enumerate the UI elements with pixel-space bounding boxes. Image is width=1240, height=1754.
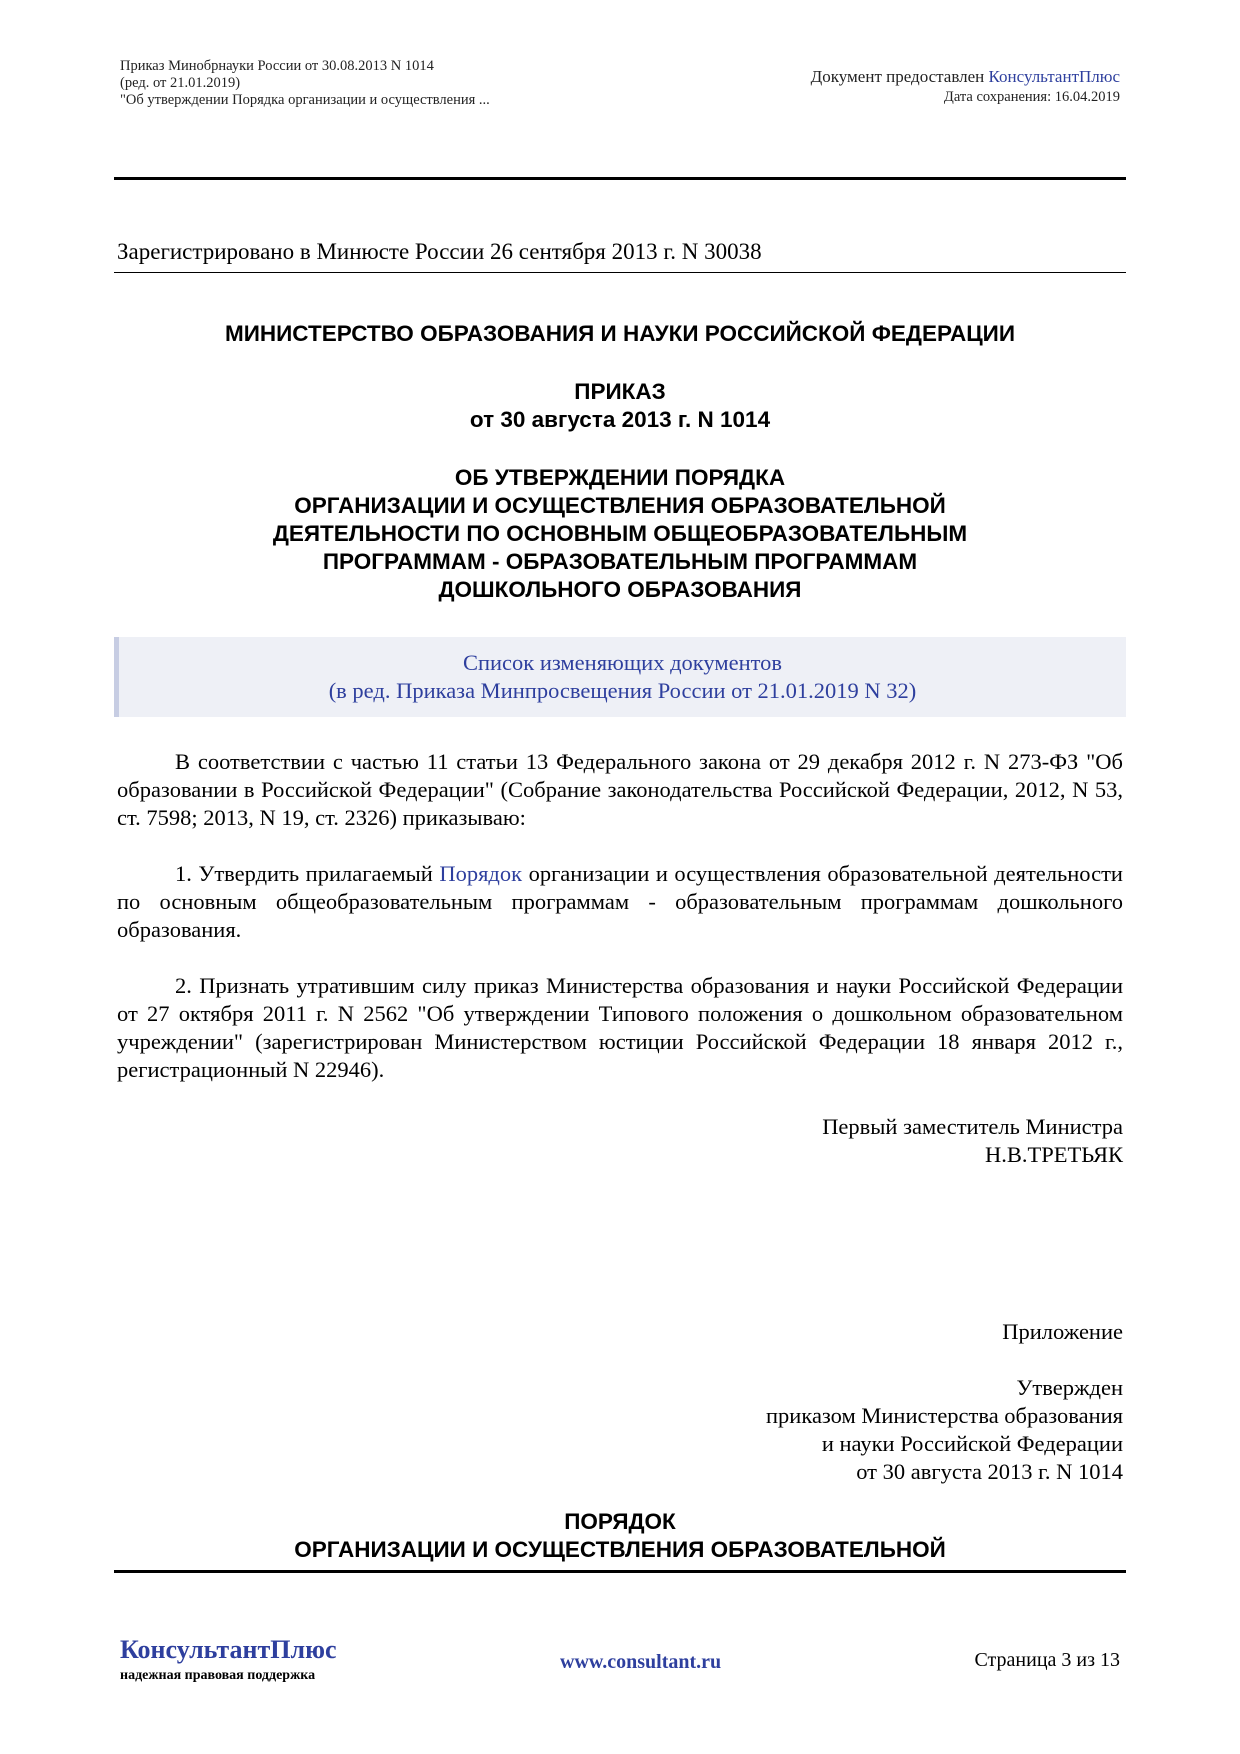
approval-block <box>766 1374 1123 1486</box>
header-divider <box>114 177 1126 180</box>
item-2-paragraph: 2. Признать утратившим силу приказ Министерства образования и науки Российской Федерации от 27 октября 2011 г. N 2562 "Об утверждении Типового положения о дошкольном образовательном учреждении" (зарегистрирован Министерством юстиции Российской Федерации 18 января 2012 г., регистрационный N 22946). <box>117 973 1123 1082</box>
order-subject <box>114 464 1126 604</box>
amendments-text: (в ред. Приказа Минпросвещения России от 21.01.2019 N 32) <box>328 678 917 703</box>
footer-divider <box>114 1570 1126 1573</box>
ministry-heading: МИНИСТЕРСТВО ОБРАЗОВАНИЯ И НАУКИ РОССИЙСКОЙ ФЕДЕРАЦИИ <box>224 321 1016 346</box>
footer-tagline: надежная правовая поддержка <box>120 1668 316 1683</box>
subject-line: ДЕЯТЕЛЬНОСТИ ПО ОСНОВНЫМ ОБЩЕОБРАЗОВАТЕЛЬНЫМ <box>272 521 968 546</box>
subject-line: ПРОГРАММАМ - ОБРАЗОВАТЕЛЬНЫМ ПРОГРАММАМ <box>322 549 918 574</box>
amendments-box <box>114 637 1126 717</box>
provider-brand-link[interactable]: КонсультантПлюс <box>988 67 1120 86</box>
amendments-title: Список изменяющих документов <box>462 650 783 675</box>
item-1-start: 1. Утвердить прилагаемый <box>175 861 440 886</box>
approval-line: приказом Министерства образования <box>766 1403 1123 1428</box>
signatory-name: Н.В.ТРЕТЬЯК <box>985 1142 1123 1167</box>
footer-logo-text: КонсультантПлюс <box>120 1635 337 1664</box>
registration-note: Зарегистрировано в Минюсте России 26 сентября 2013 г. N 30038 <box>117 239 762 264</box>
item-1-paragraph <box>117 860 1123 944</box>
provider-prefix: Документ предоставлен <box>810 67 989 86</box>
procedure-link[interactable]: Порядок <box>439 861 523 886</box>
page-number: Страница 3 из 13 <box>974 1649 1120 1671</box>
footer-website-link[interactable]: www.consultant.ru <box>560 1651 722 1673</box>
subject-line: ОБ УТВЕРЖДЕНИИ ПОРЯДКА <box>454 465 786 490</box>
header-provider <box>811 66 1120 108</box>
procedure-subtitle: ОРГАНИЗАЦИИ И ОСУЩЕСТВЛЕНИЯ ОБРАЗОВАТЕЛЬНОЙ <box>294 1537 946 1562</box>
registration-divider <box>114 272 1126 273</box>
intro-paragraph: В соответствии с частью 11 статьи 13 Федерального закона от 29 декабря 2012 г. N 273-ФЗ "Об образовании в Российской Федерации" (Собрание законодательства Российской Федерации, 2012, N 53, ст. 7598; 2013, N 19, ст. 2326) приказываю: <box>117 749 1123 830</box>
signatory-position: Первый заместитель Министра <box>822 1114 1123 1139</box>
header-subject: "Об утверждении Порядка организации и осуществления ... <box>120 92 490 108</box>
signature-block <box>822 1113 1123 1169</box>
item-1-end: организации и осуществления образовательной деятельности по основным общеобразовательным программам - образовательным программам дошкольного образования. <box>117 861 1123 942</box>
header-title: Приказ Минобрнауки России от 30.08.2013 N 1014 <box>120 58 434 74</box>
order-title: ПРИКАЗ <box>574 379 666 404</box>
subject-line: ОРГАНИЗАЦИИ И ОСУЩЕСТВЛЕНИЯ ОБРАЗОВАТЕЛЬНОЙ <box>294 493 946 518</box>
appendix-label: Приложение <box>1002 1319 1123 1344</box>
header-document-info <box>120 58 490 109</box>
order-date: от 30 августа 2013 г. N 1014 <box>469 407 771 432</box>
procedure-title: ПОРЯДОК <box>564 1509 676 1534</box>
approval-line: и науки Российской Федерации <box>821 1431 1123 1456</box>
approval-line: Утвержден <box>1016 1375 1123 1400</box>
approval-line: от 30 августа 2013 г. N 1014 <box>856 1459 1123 1484</box>
save-date: Дата сохранения: 16.04.2019 <box>943 89 1120 105</box>
subject-line: ДОШКОЛЬНОГО ОБРАЗОВАНИЯ <box>438 577 802 602</box>
header-edition: (ред. от 21.01.2019) <box>120 75 241 91</box>
